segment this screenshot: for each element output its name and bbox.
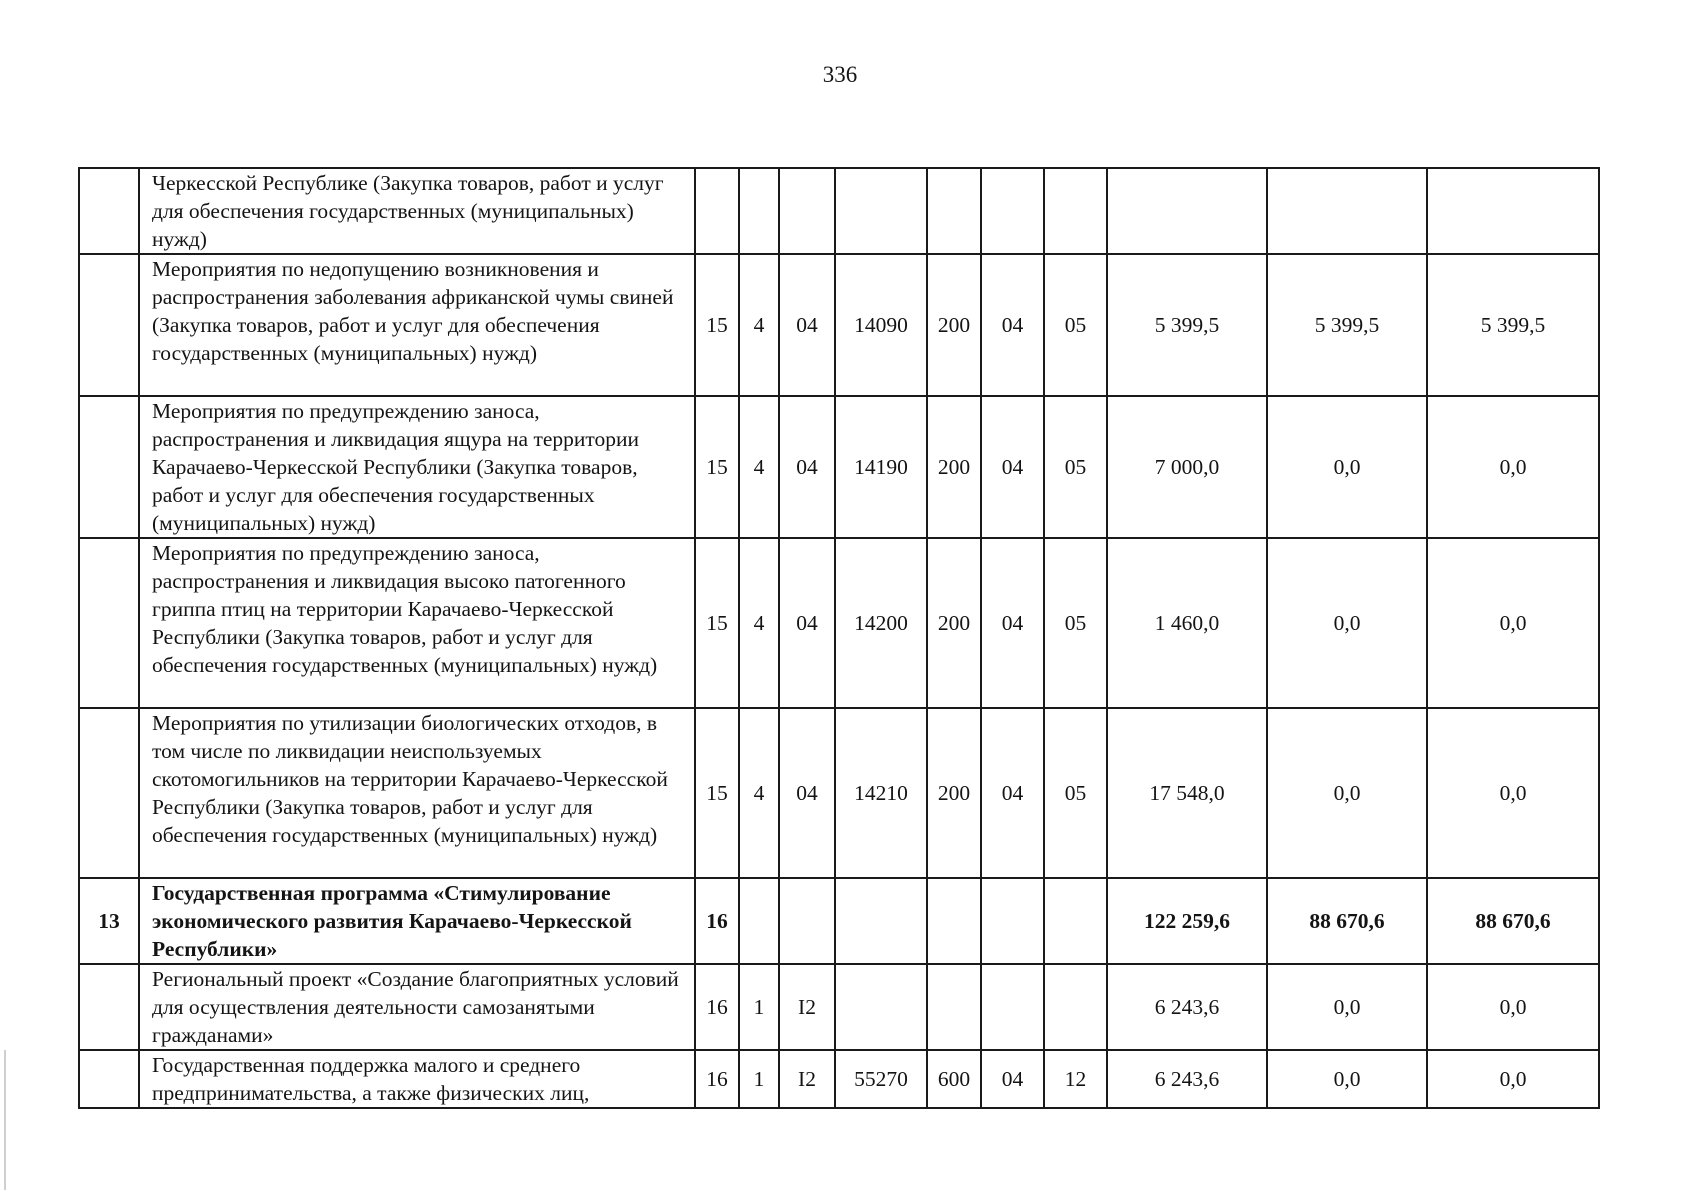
code-cell-2: 4	[739, 538, 779, 708]
code-cell-7: 05	[1044, 538, 1107, 708]
code-cell-5: 600	[927, 1050, 981, 1108]
code-cell-5	[927, 168, 981, 254]
code-cell-3: I2	[779, 1050, 835, 1108]
item-name-cell: Государственная поддержка малого и среднего предпринимательства, а также физических лиц,	[139, 1050, 695, 1108]
item-name-cell: Мероприятия по предупреждению заноса, распространения и ликвидация ящура на территории Карачаево-Черкесской Республики (Закупка товаров, работ и услуг для обеспечения государственных (муниципальных) нужд)	[139, 396, 695, 538]
code-cell-3: 04	[779, 254, 835, 396]
amount-cell-1: 7 000,0	[1107, 396, 1267, 538]
item-name-cell: Черкесской Республике (Закупка товаров, работ и услуг для обеспечения государственных (муниципальных) нужд)	[139, 168, 695, 254]
scan-edge-mark	[4, 1050, 6, 1190]
amount-cell-1	[1107, 168, 1267, 254]
amount-cell-3: 0,0	[1427, 1050, 1599, 1108]
code-cell-7: 12	[1044, 1050, 1107, 1108]
amount-cell-1: 1 460,0	[1107, 538, 1267, 708]
code-cell-6: 04	[981, 1050, 1044, 1108]
code-cell-1	[695, 168, 739, 254]
budget-table	[78, 167, 1600, 1109]
amount-cell-3: 0,0	[1427, 708, 1599, 878]
row-number-cell	[79, 538, 139, 708]
code-cell-4: 14090	[835, 254, 927, 396]
amount-cell-3: 0,0	[1427, 964, 1599, 1050]
code-cell-5: 200	[927, 538, 981, 708]
item-name-cell: Государственная программа «Стимулирование экономического развития Карачаево-Черкесской Республики»	[139, 878, 695, 964]
code-cell-7: 05	[1044, 254, 1107, 396]
code-cell-5: 200	[927, 254, 981, 396]
code-cell-6	[981, 168, 1044, 254]
code-cell-3: 04	[779, 396, 835, 538]
page-number: 336	[822, 62, 858, 87]
amount-cell-2: 0,0	[1267, 708, 1427, 878]
code-cell-3	[779, 878, 835, 964]
amount-cell-2: 0,0	[1267, 964, 1427, 1050]
code-cell-2: 4	[739, 254, 779, 396]
amount-cell-2: 0,0	[1267, 538, 1427, 708]
item-name-cell: Мероприятия по предупреждению заноса, распространения и ликвидация высоко патогенного гриппа птиц на территории Карачаево-Черкесской Республики (Закупка товаров, работ и услуг для обеспечения государственных (муниципальных) нужд)	[139, 538, 695, 708]
row-number-cell	[79, 396, 139, 538]
code-cell-2: 4	[739, 708, 779, 878]
code-cell-5: 200	[927, 708, 981, 878]
code-cell-1: 15	[695, 708, 739, 878]
code-cell-5: 200	[927, 396, 981, 538]
code-cell-7: 05	[1044, 396, 1107, 538]
code-cell-6	[981, 964, 1044, 1050]
code-cell-4: 14210	[835, 708, 927, 878]
code-cell-3: I2	[779, 964, 835, 1050]
table-row	[79, 538, 1599, 708]
amount-cell-1: 6 243,6	[1107, 1050, 1267, 1108]
table-row	[79, 168, 1599, 254]
code-cell-6: 04	[981, 254, 1044, 396]
code-cell-3	[779, 168, 835, 254]
table-row	[79, 1050, 1599, 1108]
amount-cell-2	[1267, 168, 1427, 254]
code-cell-6: 04	[981, 538, 1044, 708]
row-number-cell	[79, 168, 139, 254]
code-cell-7	[1044, 168, 1107, 254]
amount-cell-2: 0,0	[1267, 1050, 1427, 1108]
amount-cell-3: 5 399,5	[1427, 254, 1599, 396]
code-cell-6: 04	[981, 396, 1044, 538]
amount-cell-3: 88 670,6	[1427, 878, 1599, 964]
code-cell-5	[927, 878, 981, 964]
amount-cell-2: 5 399,5	[1267, 254, 1427, 396]
row-number-cell	[79, 964, 139, 1050]
item-name-cell: Мероприятия по утилизации биологических отходов, в том числе по ликвидации неиспользуемых скотомогильников на территории Карачаево-Черкесской Республики (Закупка товаров, работ и услуг для обеспечения государственных (муниципальных) нужд)	[139, 708, 695, 878]
table-row	[79, 964, 1599, 1050]
code-cell-7: 05	[1044, 708, 1107, 878]
code-cell-7	[1044, 878, 1107, 964]
code-cell-5	[927, 964, 981, 1050]
code-cell-3: 04	[779, 708, 835, 878]
amount-cell-2: 0,0	[1267, 396, 1427, 538]
amount-cell-3	[1427, 168, 1599, 254]
amount-cell-1: 17 548,0	[1107, 708, 1267, 878]
table-row	[79, 708, 1599, 878]
code-cell-6: 04	[981, 708, 1044, 878]
code-cell-4: 55270	[835, 1050, 927, 1108]
code-cell-2	[739, 878, 779, 964]
row-number-cell	[79, 708, 139, 878]
table-row	[79, 396, 1599, 538]
code-cell-4	[835, 168, 927, 254]
code-cell-6	[981, 878, 1044, 964]
code-cell-4: 14200	[835, 538, 927, 708]
row-number-cell	[79, 254, 139, 396]
row-number-cell	[79, 1050, 139, 1108]
row-number-cell: 13	[79, 878, 139, 964]
amount-cell-3: 0,0	[1427, 396, 1599, 538]
table-row	[79, 878, 1599, 964]
amount-cell-3: 0,0	[1427, 538, 1599, 708]
amount-cell-1: 122 259,6	[1107, 878, 1267, 964]
code-cell-3: 04	[779, 538, 835, 708]
code-cell-1: 16	[695, 964, 739, 1050]
code-cell-2: 1	[739, 1050, 779, 1108]
item-name-cell: Мероприятия по недопущению возникновения и распространения заболевания африканской чумы свиней (Закупка товаров, работ и услуг для обеспечения государственных (муниципальных) нужд)	[139, 254, 695, 396]
code-cell-4	[835, 964, 927, 1050]
code-cell-4: 14190	[835, 396, 927, 538]
table-row	[79, 254, 1599, 396]
amount-cell-1: 5 399,5	[1107, 254, 1267, 396]
code-cell-1: 15	[695, 538, 739, 708]
code-cell-1: 16	[695, 1050, 739, 1108]
code-cell-4	[835, 878, 927, 964]
code-cell-2: 1	[739, 964, 779, 1050]
code-cell-2	[739, 168, 779, 254]
code-cell-1: 15	[695, 396, 739, 538]
item-name-cell: Региональный проект «Создание благоприятных условий для осуществления деятельности самозанятыми гражданами»	[139, 964, 695, 1050]
code-cell-1: 15	[695, 254, 739, 396]
code-cell-1: 16	[695, 878, 739, 964]
amount-cell-2: 88 670,6	[1267, 878, 1427, 964]
code-cell-7	[1044, 964, 1107, 1050]
code-cell-2: 4	[739, 396, 779, 538]
amount-cell-1: 6 243,6	[1107, 964, 1267, 1050]
